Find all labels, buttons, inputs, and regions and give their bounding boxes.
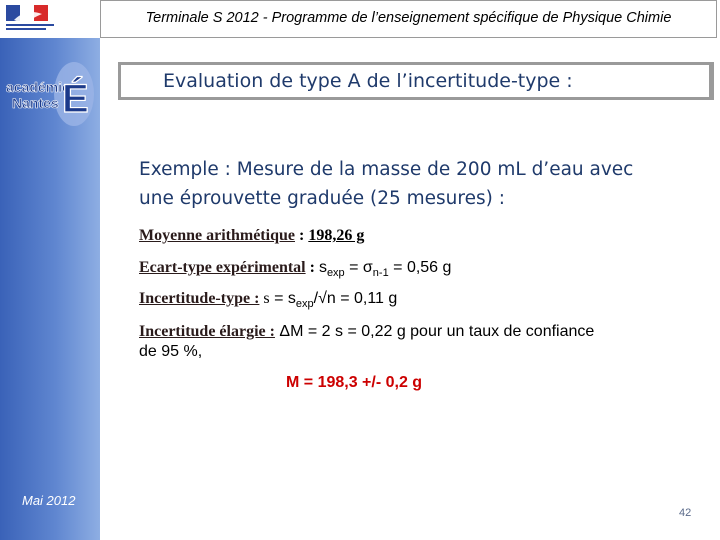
incert-eq: = s [269, 290, 296, 307]
ecart-sigma-sub: n-1 [372, 267, 389, 279]
page-number: 42 [679, 507, 692, 519]
elargie-line-2: de 95 %, [139, 343, 203, 360]
incert-s: s [259, 290, 270, 307]
ecart-s: s [318, 259, 327, 276]
ecart-s-sub: exp [326, 267, 345, 279]
academie-text: académie [6, 79, 70, 95]
result-text: M = 198,3 +/- 0,2 g [286, 374, 423, 391]
moyenne-line [139, 227, 364, 245]
header-title: Terminale S 2012 - Programme de l’enseignement spécifique de Physique Chimie [145, 10, 672, 26]
elargie-label: Incertitude élargie : [139, 323, 275, 340]
slide-title: Evaluation de type A de l’incertitude-type : [163, 70, 573, 92]
ecart-sep: : [305, 259, 319, 276]
header-box [100, 0, 717, 38]
academie-nantes-logo [4, 58, 96, 130]
moyenne-value: 198,26 g [308, 227, 365, 244]
incertitude-type-line [139, 290, 397, 310]
example-line-2: une éprouvette graduée (25 mesures) : [139, 188, 505, 209]
title-box [118, 62, 714, 100]
incert-sub: exp [295, 298, 314, 310]
footer-date: Mai 2012 [22, 493, 76, 508]
incert-tail: /√n = 0,11 g [313, 290, 398, 307]
incertitude-elargie-line [139, 323, 594, 341]
ecart-label: Ecart-type expérimental [139, 259, 306, 276]
moyenne-sep: : [294, 227, 309, 244]
ecart-sigma: σ [362, 259, 373, 276]
nantes-text: Nantes [12, 95, 59, 111]
example-text [139, 155, 699, 213]
moyenne-label: Moyenne arithmétique [139, 227, 295, 244]
e-letter: É [62, 77, 89, 121]
ecart-eq: = [344, 259, 363, 276]
ecart-value: = 0,56 g [388, 259, 452, 276]
incert-label: Incertitude-type : [139, 290, 260, 307]
republique-francaise-logo [2, 2, 58, 34]
elargie-text: ΔM = 2 s = 0,22 g pour un taux de confiance [274, 323, 595, 340]
ecart-type-line [139, 259, 451, 279]
example-line-1: Exemple : Mesure de la masse de 200 mL d’eau avec [139, 159, 634, 180]
